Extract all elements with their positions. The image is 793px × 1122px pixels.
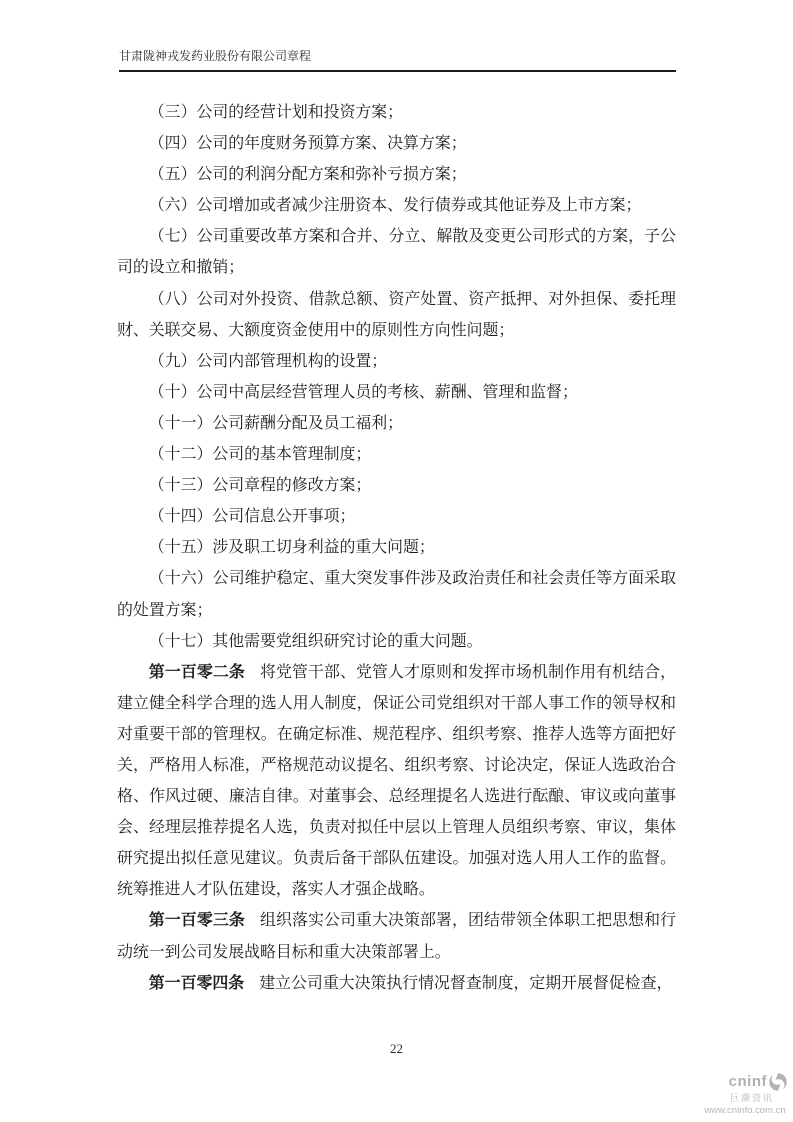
article-102-text: 将党管干部、党管人才原则和发挥市场机制作用有机结合，建立健全科学合理的选人用人制度，保证公司党组织对干部人事工作的领导权和对重要干部的管理权。在确定标准、规范程序、组织考察、推荐人选等方面把好关，严格用人标准，严格规范动议提名、组织考察、讨论决定，保证人选政治合格、作风过硬、廉洁自律。对董事会、总经理提名人选进行酝酿、审议或向董事会、经理层推荐提名人选，负责对拟任中层以上管理人员组织考察、审议，集体研究提出拟任意见建议。负责后备干部队伍建设。加强对选人用人工作的监督。统筹推进人才队伍建设，落实人才强企战略。	[117, 663, 677, 899]
charter-clause-item: （十二）公司的基本管理制度；	[148, 446, 372, 464]
charter-clause-item: （五）公司的利润分配方案和弥补亏损方案；	[148, 166, 467, 184]
charter-clause-item: （四）公司的年度财务预算方案、决算方案；	[148, 135, 467, 153]
cninfo-brand-text: cninf	[728, 1073, 767, 1090]
article-104-text: 建立公司重大决策执行情况督查制度，定期开展督促检查，	[259, 974, 673, 992]
charter-clause-item: （九）公司内部管理机构的设置；	[148, 352, 388, 370]
article-102-number: 第一百零二条	[148, 663, 245, 681]
charter-clause-item: （十一）公司薪酬分配及员工福利；	[148, 414, 404, 432]
cninfo-name-cn: 巨潮资讯	[729, 1093, 774, 1103]
cninfo-swirl-icon	[768, 1072, 788, 1092]
page-header-title: 甘肃陇神戎发药业股份有限公司章程	[119, 47, 676, 72]
charter-clause-item: （十）公司中高层经营管理人员的考核、薪酬、管理和监督；	[148, 383, 578, 401]
charter-clause-item: （八）公司对外投资、借款总额、资产处置、资产抵押、对外担保、委托理财、关联交易、大额度资金使用中的原则性方向性问题；	[117, 290, 676, 339]
document-body	[117, 97, 676, 999]
article-102-paragraph	[117, 657, 676, 906]
article-104-number: 第一百零四条	[148, 974, 245, 992]
charter-clause-item: （十四）公司信息公开事项；	[148, 508, 356, 526]
charter-clause-item: （七）公司重要改革方案和合并、分立、解散及变更公司形式的方案，子公司的设立和撤销；	[117, 228, 676, 277]
article-103-number: 第一百零三条	[148, 912, 245, 930]
charter-clause-item: （六）公司增加或者减少注册资本、发行债券或其他证券及上市方案；	[148, 197, 642, 215]
article-103-paragraph	[117, 905, 676, 967]
article-104-paragraph	[117, 968, 676, 999]
charter-clause-item: （十七）其他需要党组织研究讨论的重大问题。	[148, 632, 483, 650]
cninfo-logo-row	[700, 1072, 790, 1092]
charter-clause-item: （十五）涉及职工切身利益的重大问题；	[148, 539, 435, 557]
charter-clause-item: （三）公司的经营计划和投资方案；	[148, 104, 404, 121]
charter-clause-item: （十六）公司维护稳定、重大突发事件涉及政治责任和社会责任等方面采取的处置方案；	[117, 570, 676, 619]
cninfo-logo	[700, 1072, 790, 1117]
article-103-text: 组织落实公司重大决策部署，团结带领全体职工把思想和行动统一到公司发展战略目标和重大决策部署上。	[117, 912, 677, 961]
page-number: 22	[390, 1041, 403, 1056]
charter-clause-item: （十三）公司章程的修改方案；	[148, 477, 372, 495]
cninfo-url: www.cninfo.com.cn	[704, 1105, 786, 1116]
